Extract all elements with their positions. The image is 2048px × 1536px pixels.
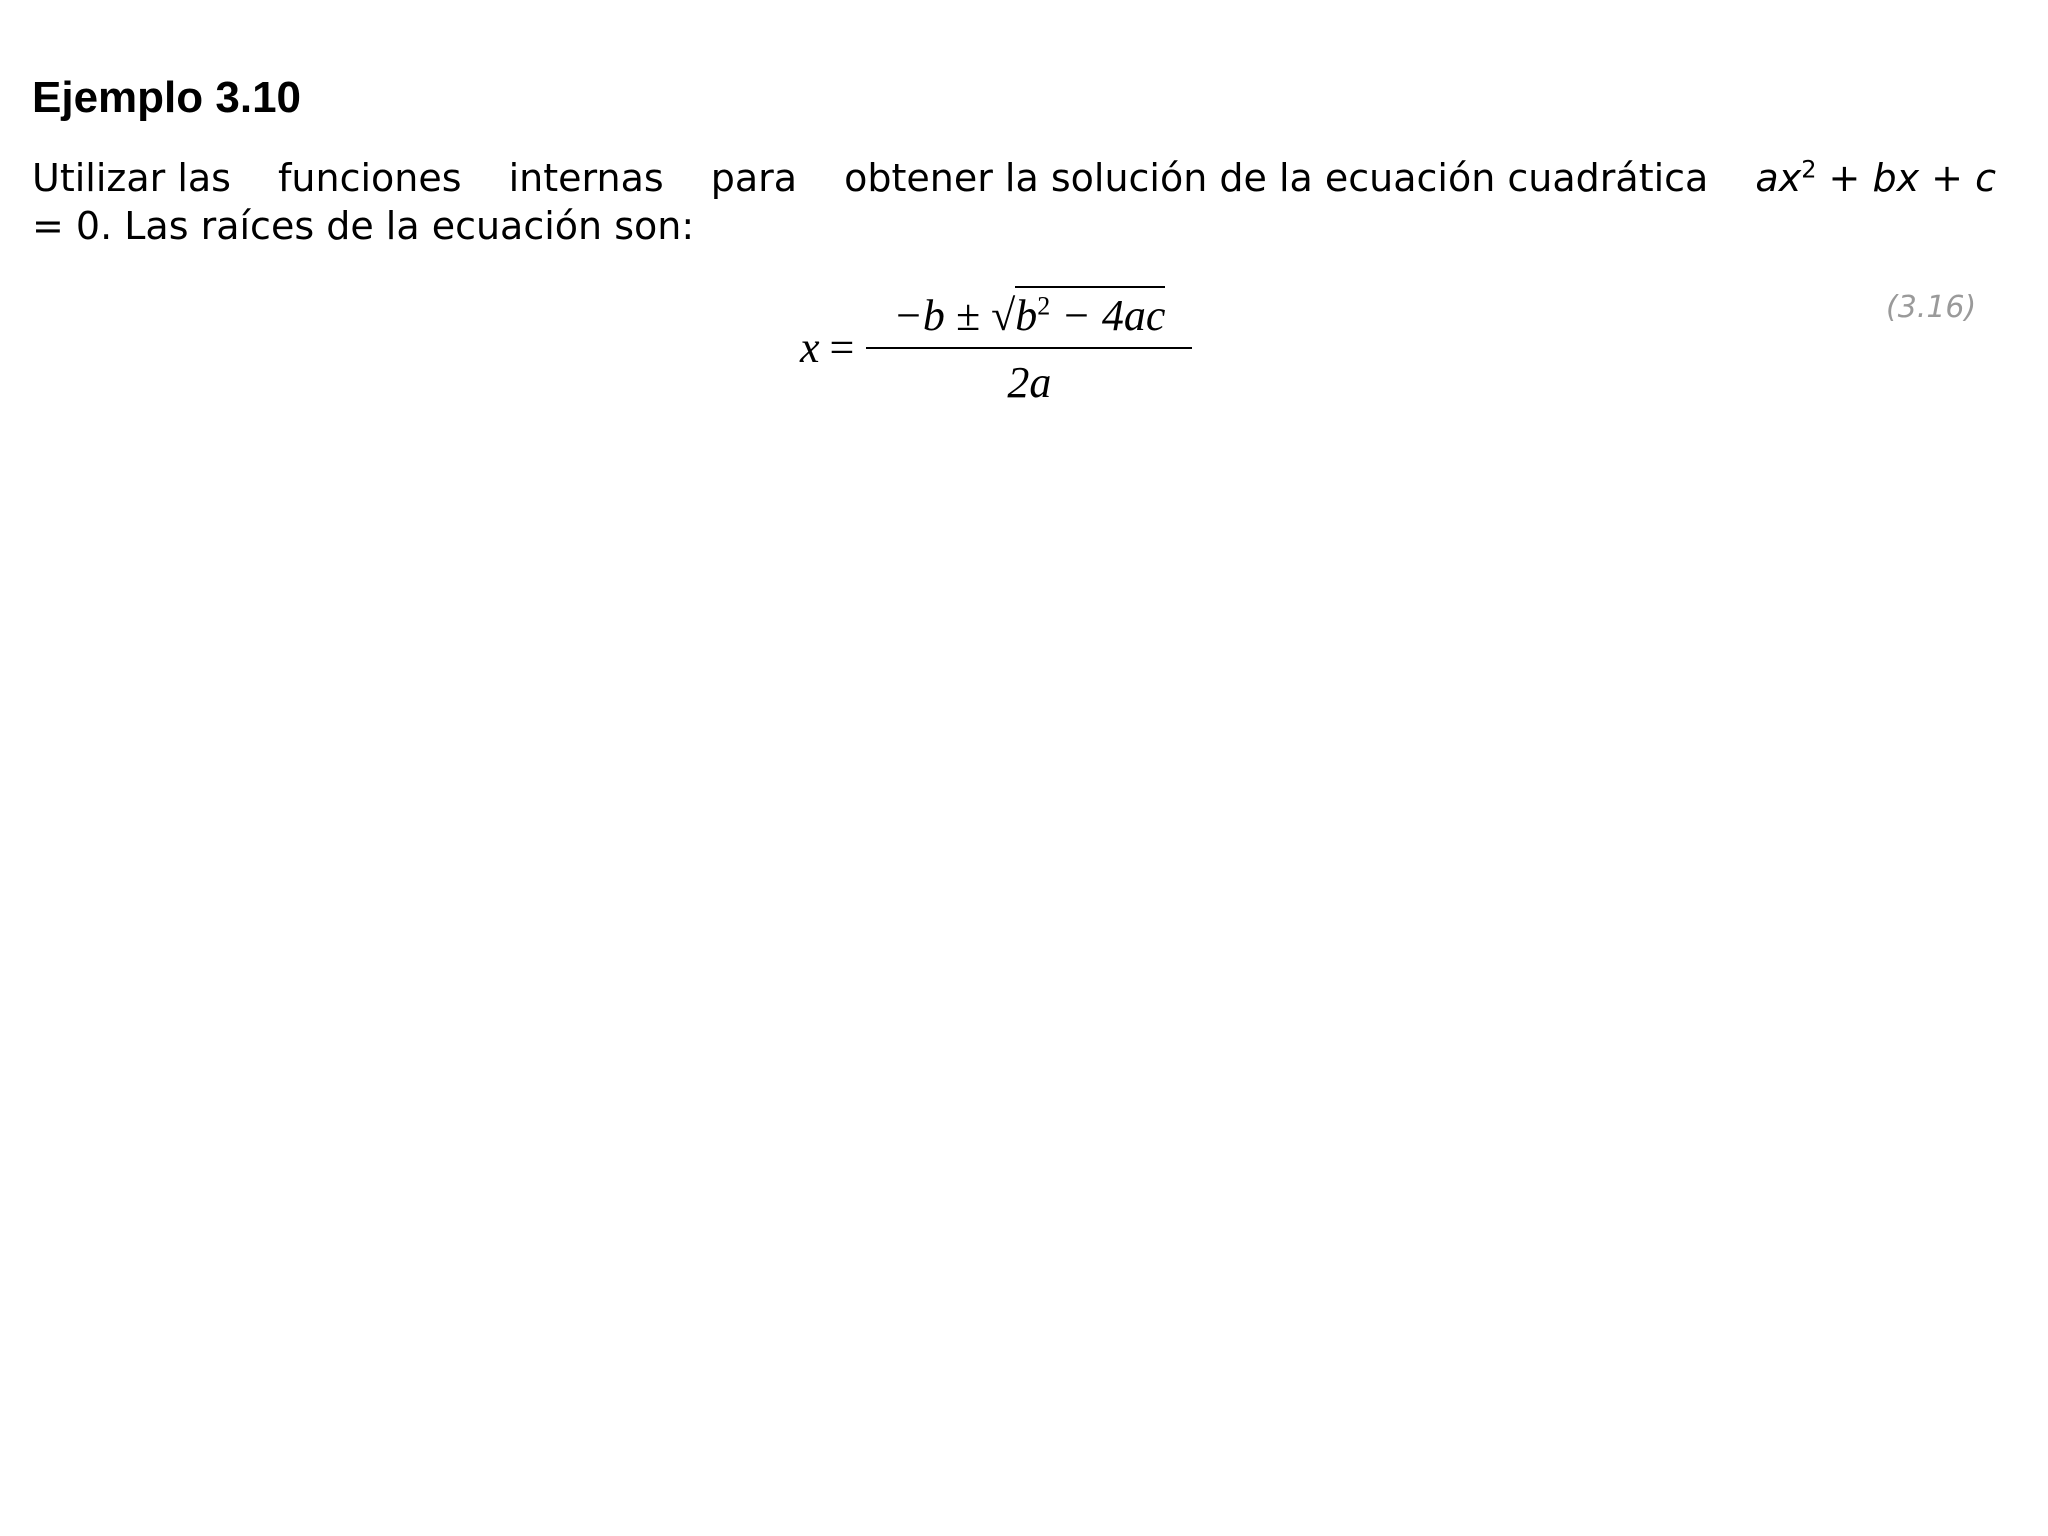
formula-fraction: [866, 286, 1192, 408]
radicand-b: b: [1015, 291, 1038, 340]
formula-lhs: x: [800, 322, 820, 372]
radicand-rest: − 4ac: [1050, 291, 1166, 340]
formula-equals: =: [829, 322, 855, 372]
statement-word: funciones: [278, 156, 462, 200]
expr-exponent: 2: [1801, 155, 1817, 184]
numerator-prefix: −b ± √: [893, 291, 1016, 340]
statement-line-2: = 0. Las raíces de la ecuación son:: [32, 204, 695, 248]
radicand-exponent: 2: [1037, 291, 1051, 321]
statement-word: Utilizar las: [32, 156, 231, 200]
statement-word: obtener la solución de la ecuación cuadrática: [844, 156, 1709, 200]
expr-a: ax: [1755, 156, 1802, 200]
example-heading: Ejemplo 3.10: [32, 73, 302, 122]
formula-denominator: 2a: [1007, 358, 1052, 407]
radicand: [1015, 286, 1165, 341]
expr-rest: + bx + c: [1816, 156, 1996, 200]
statement-word: internas: [508, 156, 664, 200]
statement-word: para: [710, 156, 798, 200]
quadratic-expression: [1755, 154, 1996, 202]
formula-numerator: [879, 286, 1179, 347]
equation-number: (3.16): [1886, 290, 1977, 325]
quadratic-formula: [800, 286, 1192, 408]
problem-statement: [32, 154, 1996, 250]
statement-line-1: [32, 154, 1996, 202]
